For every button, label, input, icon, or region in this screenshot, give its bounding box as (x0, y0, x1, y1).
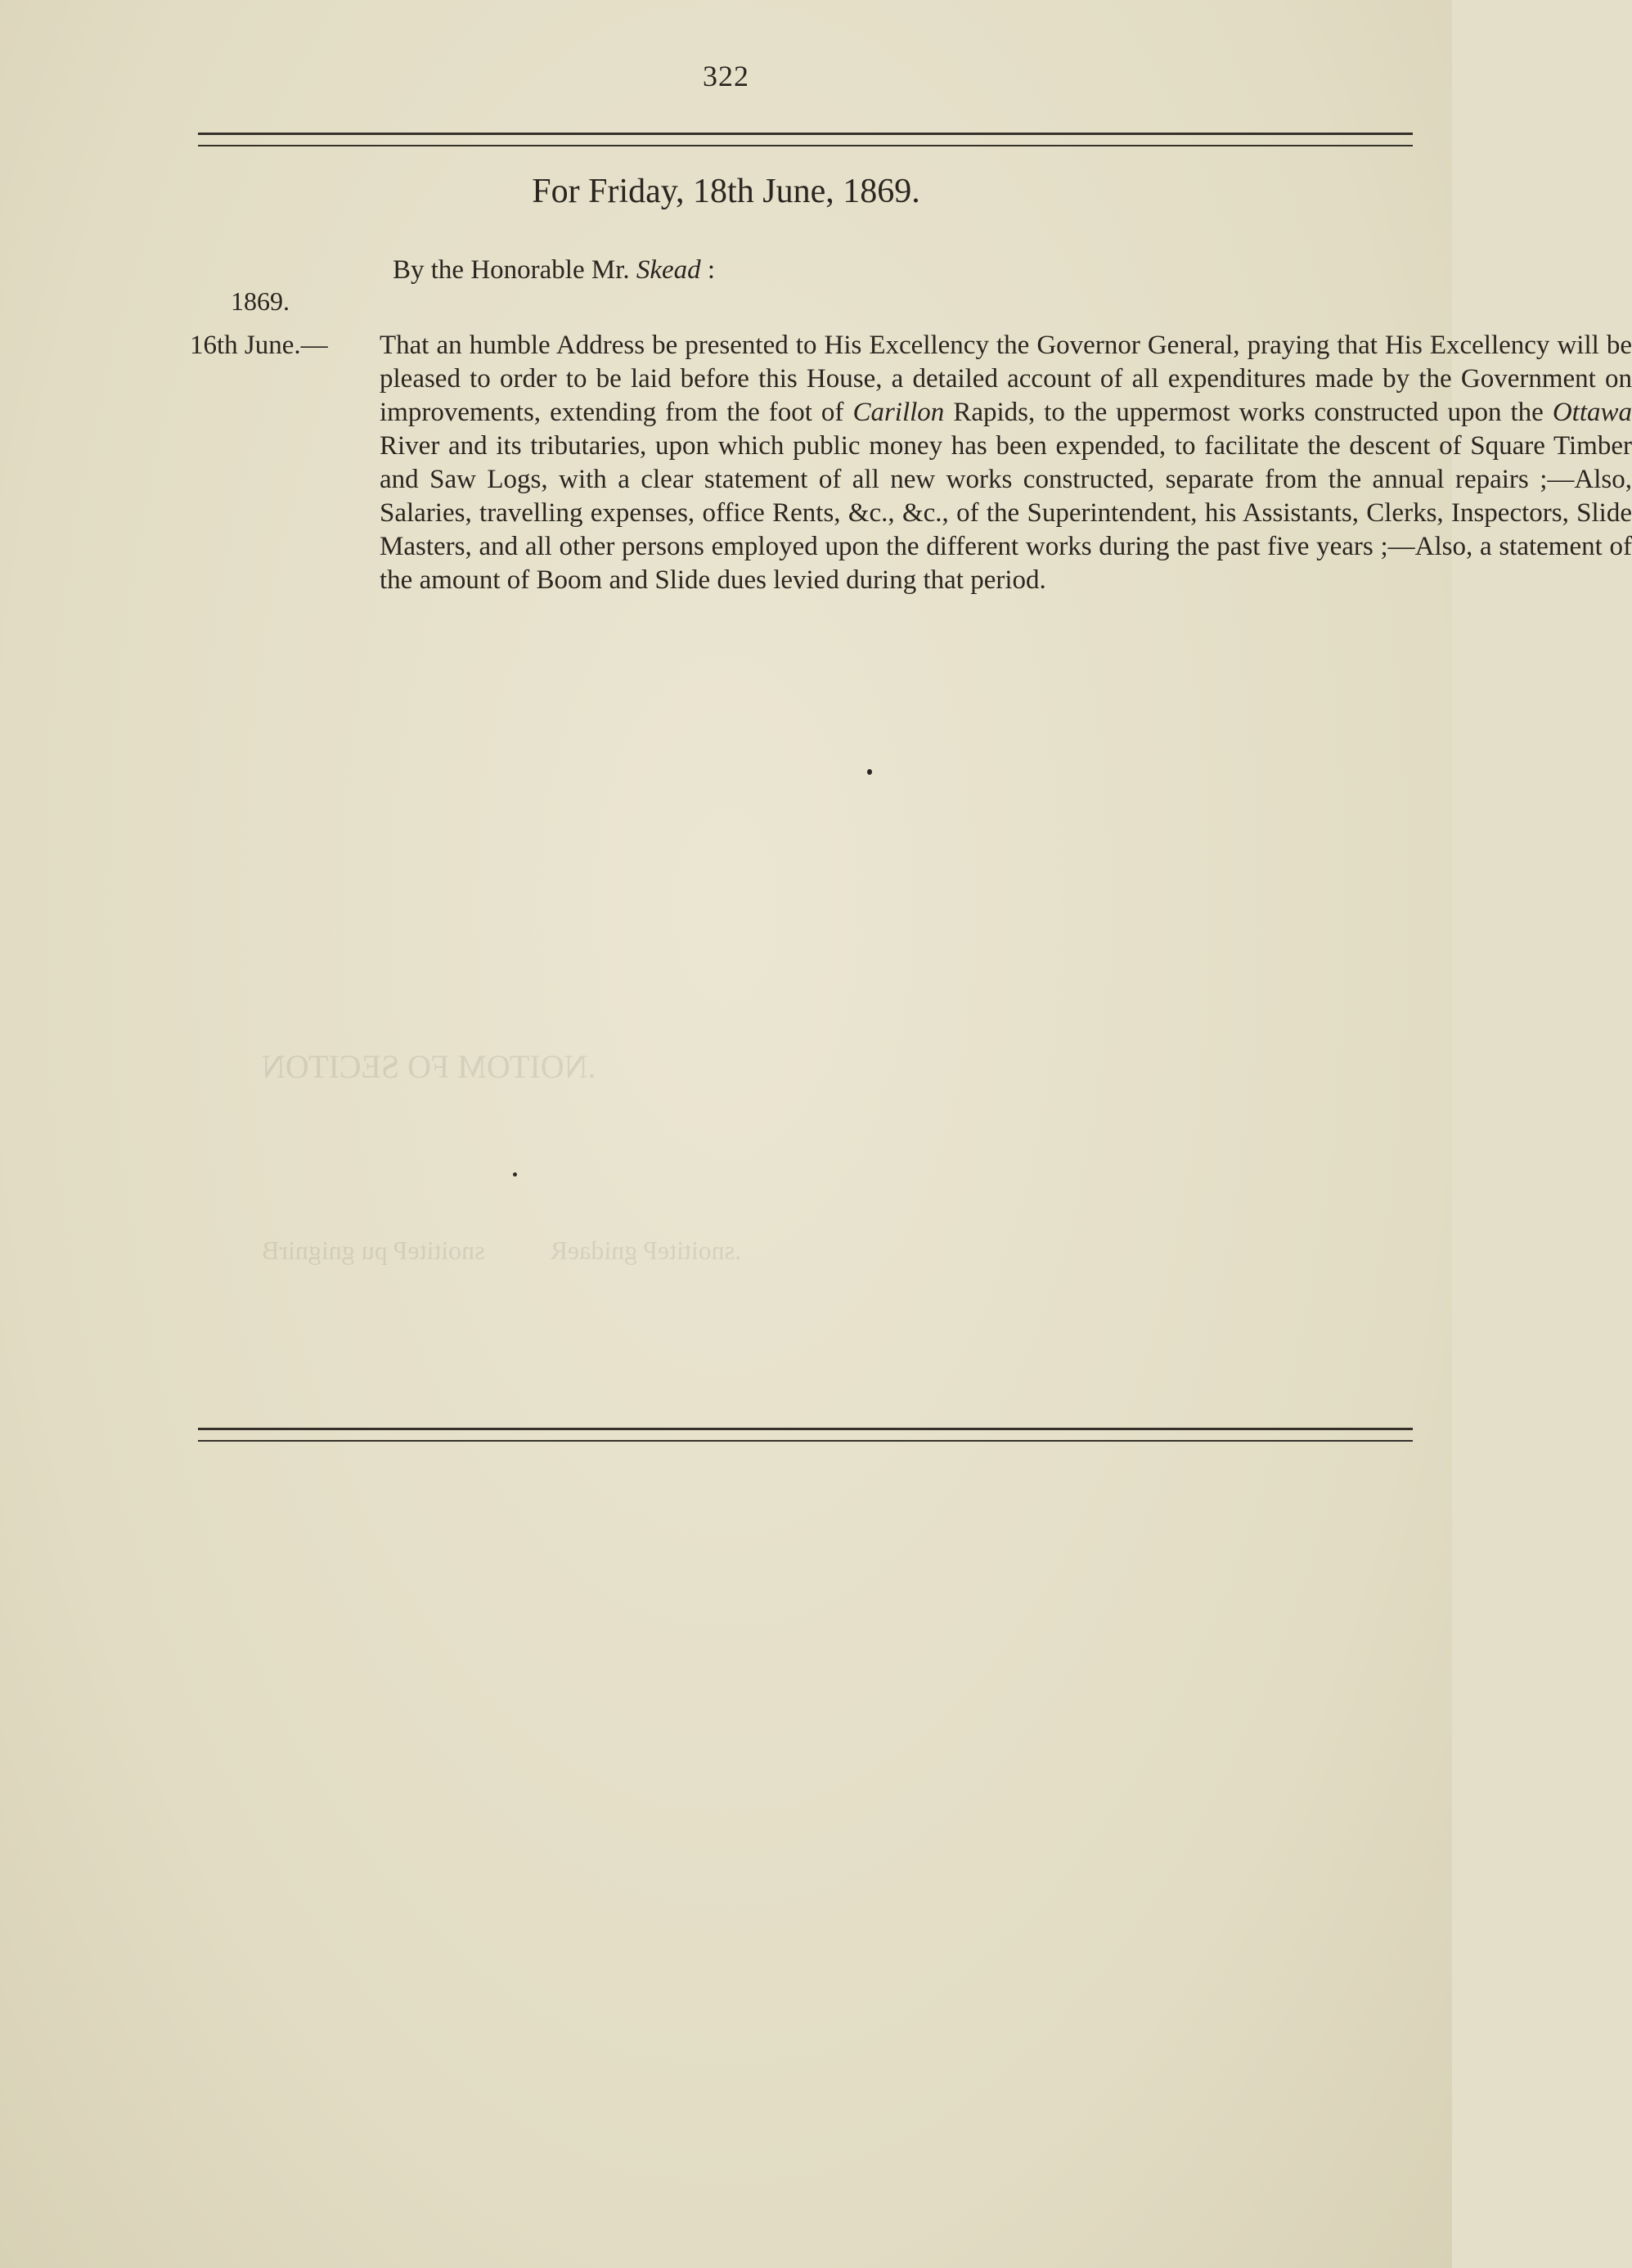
bleed-through-text: .snoititeP gnidaeR snoititeP pu gnignirB (262, 1235, 742, 1265)
motion-paragraph: That an humble Address be presented to His Excellency the Governor General, praying that His Excellency will be pleased to order to be laid before this House, a detailed account of all expenditures made by the Government on improvements, extending from the foot of Carillon Rapids, to the uppermost works constructed upon the Ottawa River and its tributaries, upon which public money has been expended, to facilitate the descent of Square Timber and Saw Logs, with a clear statement of all new works constructed, separate from the annual repairs ;—Also, Salaries, travelling expenses, office Rents, &c., &c., of the Superintendent, his Assistants, Clerks, Inspectors, Slide Masters, and all other persons employed upon the different works during the past five years ;—Also, a statement of the amount of Boom and Slide dues levied during that period. (380, 331, 1632, 595)
top-rule (198, 133, 1413, 146)
motion-date: 16th June.— (190, 331, 328, 360)
motion-text (380, 329, 1632, 597)
mover-line (393, 255, 715, 286)
ink-speck (513, 1172, 517, 1177)
ink-speck (867, 769, 872, 775)
bleed-through-text: .NOITOM FO SECITON (262, 1048, 596, 1085)
mover-suffix: : (700, 255, 716, 285)
mover-name: Skead (636, 255, 701, 285)
motion-year: 1869. (231, 286, 290, 316)
mover-prefix: By the Honorable Mr. (393, 255, 636, 285)
page-number: 322 (703, 60, 749, 92)
bottom-rule (198, 1428, 1413, 1442)
section-header: For Friday, 18th June, 1869. (532, 173, 920, 210)
